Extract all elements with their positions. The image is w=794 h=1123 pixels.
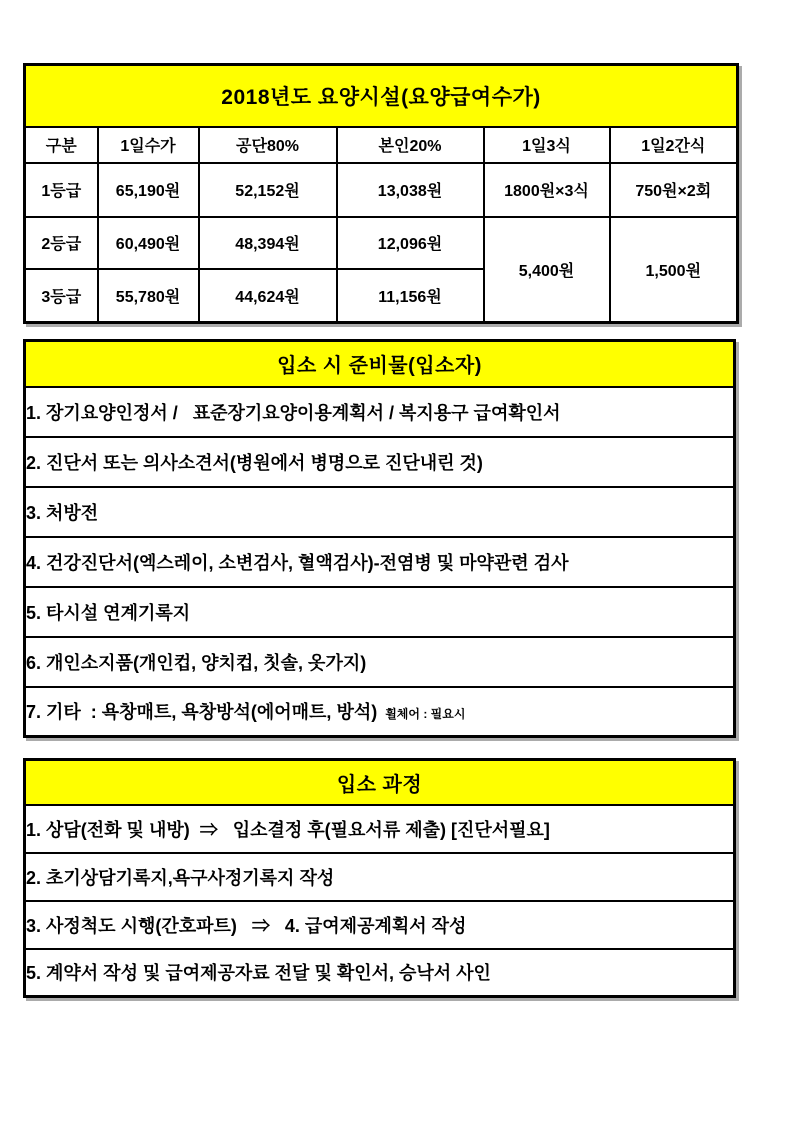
list-item: 5. 타시설 연계기록지 [25, 587, 735, 637]
column-header-snacks: 1일2간식 [610, 127, 738, 163]
rate-cell: 12,096원 [337, 217, 484, 269]
snack-cell-merged: 1,500원 [610, 217, 738, 323]
checklist-item-row [25, 537, 735, 587]
rate-cell: 44,624원 [199, 269, 337, 323]
rate-cell: 48,394원 [199, 217, 337, 269]
column-header-category: 구분 [25, 127, 98, 163]
list-item: 2. 진단서 또는 의사소견서(병원에서 병명으로 진단내린 것) [25, 437, 735, 487]
rates-table-title: 2018년도 요양시설(요양급여수가) [25, 65, 738, 127]
column-header-daily-rate: 1일수가 [98, 127, 199, 163]
list-item: 2. 초기상담기록지,욕구사정기록지 작성 [25, 853, 735, 901]
checklist-title: 입소 시 준비물(입소자) [25, 341, 735, 387]
rates-table [23, 63, 739, 324]
list-item: 5. 계약서 작성 및 급여제공자료 전달 및 확인서, 승낙서 사인 [25, 949, 735, 997]
checklist-table [23, 339, 736, 738]
list-item: 1. 상담(전화 및 내방) ⇒ 입소결정 후(필요서류 제출) [진단서필요] [25, 805, 735, 853]
grade-cell: 3등급 [25, 269, 98, 323]
process-title: 입소 과정 [25, 760, 735, 805]
column-header-self-20: 본인20% [337, 127, 484, 163]
meal-cell-merged: 5,400원 [484, 217, 610, 323]
checklist-item-row [25, 387, 735, 437]
snack-cell: 750원×2회 [610, 163, 738, 217]
checklist-item-row [25, 587, 735, 637]
process-step-row [25, 949, 735, 997]
grade-cell: 2등급 [25, 217, 98, 269]
wheelchair-note: 휠체어 : 필요시 [385, 707, 466, 722]
list-item: 1. 장기요양인정서 / 표준장기요양이용계획서 / 복지용구 급여확인서 [25, 387, 735, 437]
checklist-item-row [25, 637, 735, 687]
table-row-grade1 [25, 163, 738, 217]
list-item: 3. 사정척도 시행(간호파트) ⇒ 4. 급여제공계획서 작성 [25, 901, 735, 949]
checklist-item-row [25, 687, 735, 737]
rate-cell: 11,156원 [337, 269, 484, 323]
column-header-corp-80: 공단80% [199, 127, 337, 163]
list-item: 6. 개인소지품(개인컵, 양치컵, 칫솔, 옷가지) [25, 637, 735, 687]
meal-cell: 1800원×3식 [484, 163, 610, 217]
process-step-row [25, 805, 735, 853]
list-item: 4. 건강진단서(엑스레이, 소변검사, 혈액검사)-전염병 및 마약관련 검사 [25, 537, 735, 587]
column-header-meals: 1일3식 [484, 127, 610, 163]
rate-cell: 52,152원 [199, 163, 337, 217]
rate-cell: 60,490원 [98, 217, 199, 269]
checklist-item-row [25, 487, 735, 537]
grade-cell: 1등급 [25, 163, 98, 217]
rate-cell: 13,038원 [337, 163, 484, 217]
rate-cell: 55,780원 [98, 269, 199, 323]
list-item: 3. 처방전 [25, 487, 735, 537]
process-step-row [25, 901, 735, 949]
process-table [23, 758, 736, 998]
list-item: 7. 기타 : 욕창매트, 욕창방석(에어매트, 방석) [26, 702, 378, 723]
list-item-with-note [25, 687, 735, 737]
process-step-row [25, 853, 735, 901]
table-row-grade2 [25, 217, 738, 269]
checklist-item-row [25, 437, 735, 487]
rate-cell: 65,190원 [98, 163, 199, 217]
